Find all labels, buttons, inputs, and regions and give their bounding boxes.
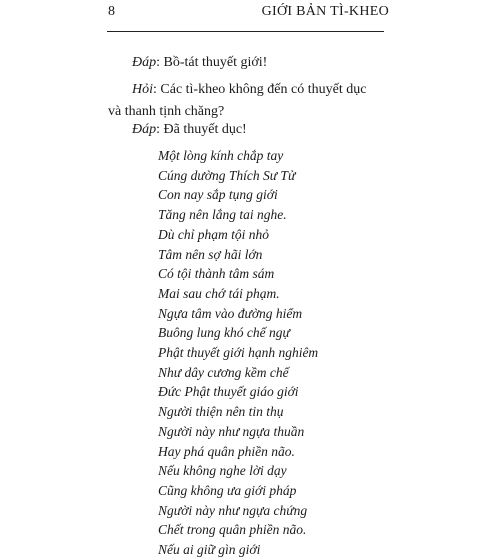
- speaker-label: Đáp: [132, 122, 157, 137]
- verse-line: Cúng dường Thích Sư Tử: [158, 167, 296, 183]
- verse-line: Như dây cương kềm chế: [158, 364, 289, 380]
- verse-line: Tâm nên sợ hãi lớn: [158, 246, 263, 262]
- verse-line: Dù chỉ phạm tội nhỏ: [158, 226, 269, 242]
- verse-line: Một lòng kính chắp tay: [158, 148, 284, 163]
- verse-block: [158, 146, 318, 560]
- speaker-label: Hỏi: [132, 82, 153, 97]
- dialogue-text: : Bồ-tát thuyết giới!: [156, 55, 268, 70]
- verse-line: Người này như ngựa thuần: [158, 423, 305, 439]
- speaker-label: Đáp: [132, 55, 157, 70]
- verse-line: Ngựa tâm vào đường hiểm: [158, 305, 303, 321]
- dialogue-question: [108, 79, 383, 123]
- dialogue-text: : Các tì-kheo không đến có thuyết dục và thanh tịnh chăng?: [108, 82, 367, 119]
- dialogue-text: : Đã thuyết dục!: [156, 122, 247, 137]
- verse-line: Mai sau chớ tái phạm.: [158, 285, 280, 301]
- running-title: GIỚI BẢN TÌ-KHEO: [261, 4, 389, 19]
- verse-line: Nếu ai giữ gìn giới: [158, 542, 261, 558]
- dialogue-answer-2: [108, 119, 383, 141]
- verse-line: Có tội thành tâm sám: [158, 266, 275, 282]
- verse-line: Người thiện nên tin thụ: [158, 404, 284, 420]
- verse-line: Tăng nên lắng tai nghe.: [158, 207, 287, 223]
- verse-line: Nếu không nghe lời dạy: [158, 463, 287, 479]
- verse-line: Người này như ngựa chứng: [158, 502, 308, 518]
- verse-line: Phật thuyết giới hạnh nghiêm: [158, 345, 319, 361]
- verse-line: Buông lung khó chế ngự: [158, 325, 290, 341]
- header-rule: [107, 31, 384, 32]
- verse-line: Hay phá quân phiền não.: [158, 443, 295, 459]
- verse-line: Con nay sắp tụng giới: [158, 187, 278, 203]
- verse-line: Cũng không ưa giới pháp: [158, 482, 297, 498]
- dialogue-answer-1: [108, 52, 383, 74]
- page-number: 8: [108, 4, 115, 19]
- verse-line: Chết trong quân phiền não.: [158, 522, 307, 538]
- verse-line: Đức Phật thuyết giáo giới: [158, 384, 299, 400]
